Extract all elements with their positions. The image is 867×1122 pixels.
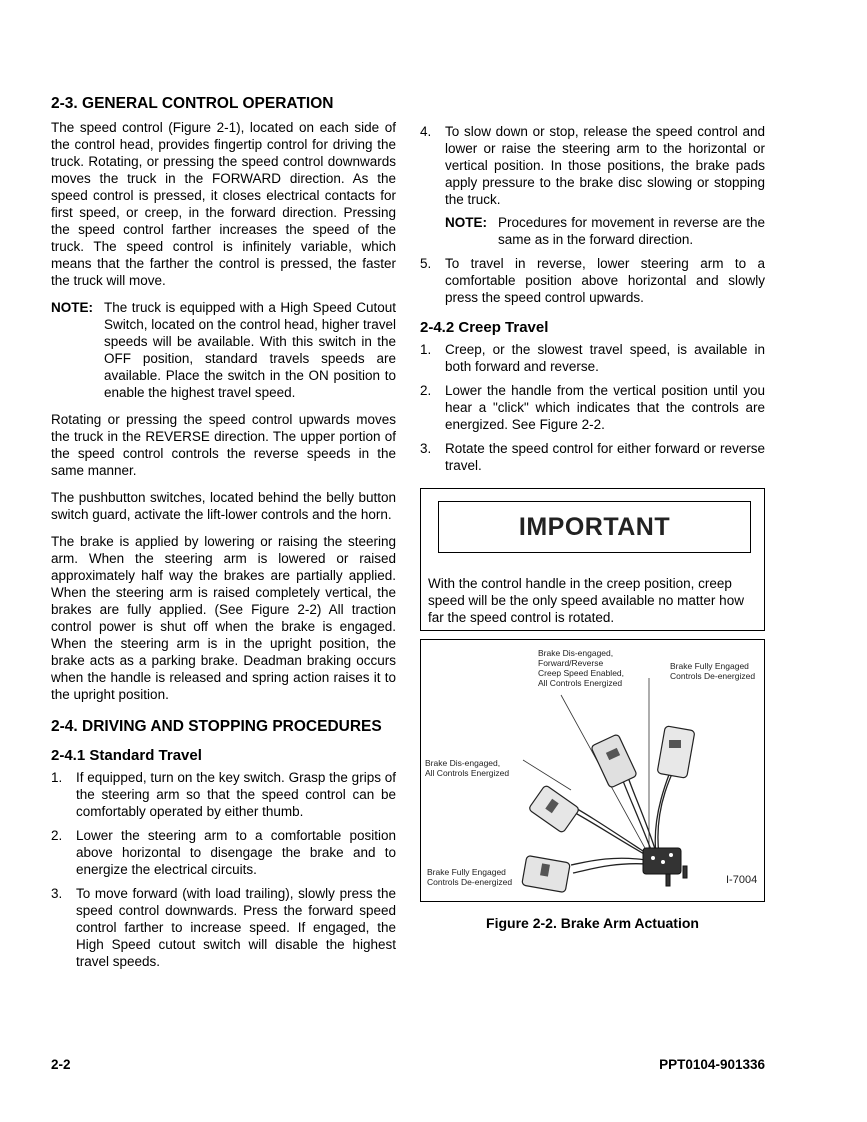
list-item: 1. If equipped, turn on the key switch. Grasp the grips of the steering arm so that the speed control can be comfortably operated by either thumb. bbox=[51, 770, 396, 819]
left-column bbox=[51, 94, 396, 978]
important-box bbox=[420, 488, 765, 631]
paragraph-pushbutton: The pushbutton switches, located behind the belly button switch guard, activate the lift-lower controls and the horn. bbox=[51, 490, 396, 522]
list-item: 4. To slow down or stop, release the speed control and lower or raise the steering arm to the horizontal or vertical position. In those positions, the brake pads apply pressure to the brake disc slowing or stopping the truck. NOTE: Procedures for movement in reverse are the same as in the forward direction. bbox=[420, 124, 765, 247]
paragraph-speed-control: The speed control (Figure 2-1), located on each side of the control head, provides fingertip control for driving the truck. Rotating, or pressing the speed control downwards moves the truck in the FORWARD direction. As the speed control is pressed, it closes electrical contacts for first speed, or creep, in the forward direction. Pressing the speed control farther increases the speed of the truck. The speed control is infinitely variable, which means that the farther the control is pressed, the faster the truck will move. bbox=[51, 120, 396, 288]
section-heading-general-control: 2-3. GENERAL CONTROL OPERATION bbox=[51, 95, 334, 112]
figure-caption: Figure 2-2. Brake Arm Actuation bbox=[486, 915, 699, 931]
section-heading-driving: 2-4. DRIVING AND STOPPING PROCEDURES bbox=[51, 718, 382, 735]
note-reverse: NOTE: Procedures for movement in reverse are the same as in the forward direction. bbox=[445, 215, 765, 247]
figure-label-mid: Brake Dis-engaged, All Controls Energized bbox=[425, 758, 510, 778]
right-column bbox=[420, 123, 765, 931]
figure-id: I-7004 bbox=[726, 874, 758, 886]
list-item: 1. Creep, or the slowest travel speed, is available in both forward and reverse. bbox=[420, 342, 765, 374]
standard-travel-list bbox=[51, 769, 396, 970]
important-text: With the control handle in the creep position, creep speed will be the only speed available no matter how far the speed control is rotated. bbox=[428, 576, 744, 625]
note-label: NOTE: bbox=[51, 300, 93, 315]
subheading-creep-travel: 2-4.2 Creep Travel bbox=[420, 319, 549, 336]
paragraph-reverse: Rotating or pressing the speed control upwards moves the truck in the REVERSE direction. The upper portion of the speed control controls the reverse speeds in the same manner. bbox=[51, 412, 396, 478]
note-high-speed-cutout bbox=[51, 299, 396, 401]
list-item: 2. Lower the handle from the vertical position until you hear a "click" which indicates that the controls are energized. See Figure 2-2. bbox=[420, 383, 765, 432]
brake-arm-figure bbox=[420, 639, 765, 902]
creep-travel-list bbox=[420, 341, 765, 474]
list-item: 3. Rotate the speed control for either forward or reverse travel. bbox=[420, 441, 765, 473]
paragraph-brake: The brake is applied by lowering or raising the steering arm. When the steering arm is lowered or raised approximately half way the brakes are partially applied. When the steering arm is raised completely vertical, the brakes are fully applied. (See Figure 2-2) All traction control power is shut off when the brake is engaged. When the steering arm is in the upright position, the brake acts as a parking brake. Deadman braking occurs when the handle is released and spring action raises it to the upright position. bbox=[51, 534, 396, 702]
note-text: The truck is equipped with a High Speed Cutout Switch, located on the control head, higher travel speeds will be available. With this switch in the OFF position, standard travels speeds are available. Place the switch in the ON position to enable the highest travel speed. bbox=[104, 300, 396, 400]
subheading-standard-travel: 2-4.1 Standard Travel bbox=[51, 747, 202, 764]
figure-label-vertical: Brake Fully Engaged Controls De-energized bbox=[670, 661, 756, 681]
list-item: 5. To travel in reverse, lower steering arm to a comfortable position above horizontal and slowly press the speed control upwards. bbox=[420, 256, 765, 305]
standard-travel-list-continued bbox=[420, 123, 765, 306]
important-title: IMPORTANT bbox=[438, 501, 751, 553]
figure-label-horizontal: Brake Fully Engaged Controls De-energized bbox=[427, 867, 513, 887]
list-item: 3. To move forward (with load trailing), slowly press the speed control downwards. Press the forward speed control farther to increase speed. If engaged, the High Speed cutout switch will disable the highest travel speeds. bbox=[51, 886, 396, 969]
brake-arm-illustration bbox=[421, 640, 764, 899]
list-item: 2. Lower the steering arm to a comfortable position above horizontal to disengage the brake and to energize the electrical circuits. bbox=[51, 828, 396, 877]
page-number: 2-2 bbox=[51, 1057, 71, 1072]
figure-label-creep: Brake Dis-engaged, Forward/Reverse Creep Speed Enabled, All Controls Energized bbox=[538, 648, 625, 688]
document-id: PPT0104-901336 bbox=[659, 1057, 765, 1072]
